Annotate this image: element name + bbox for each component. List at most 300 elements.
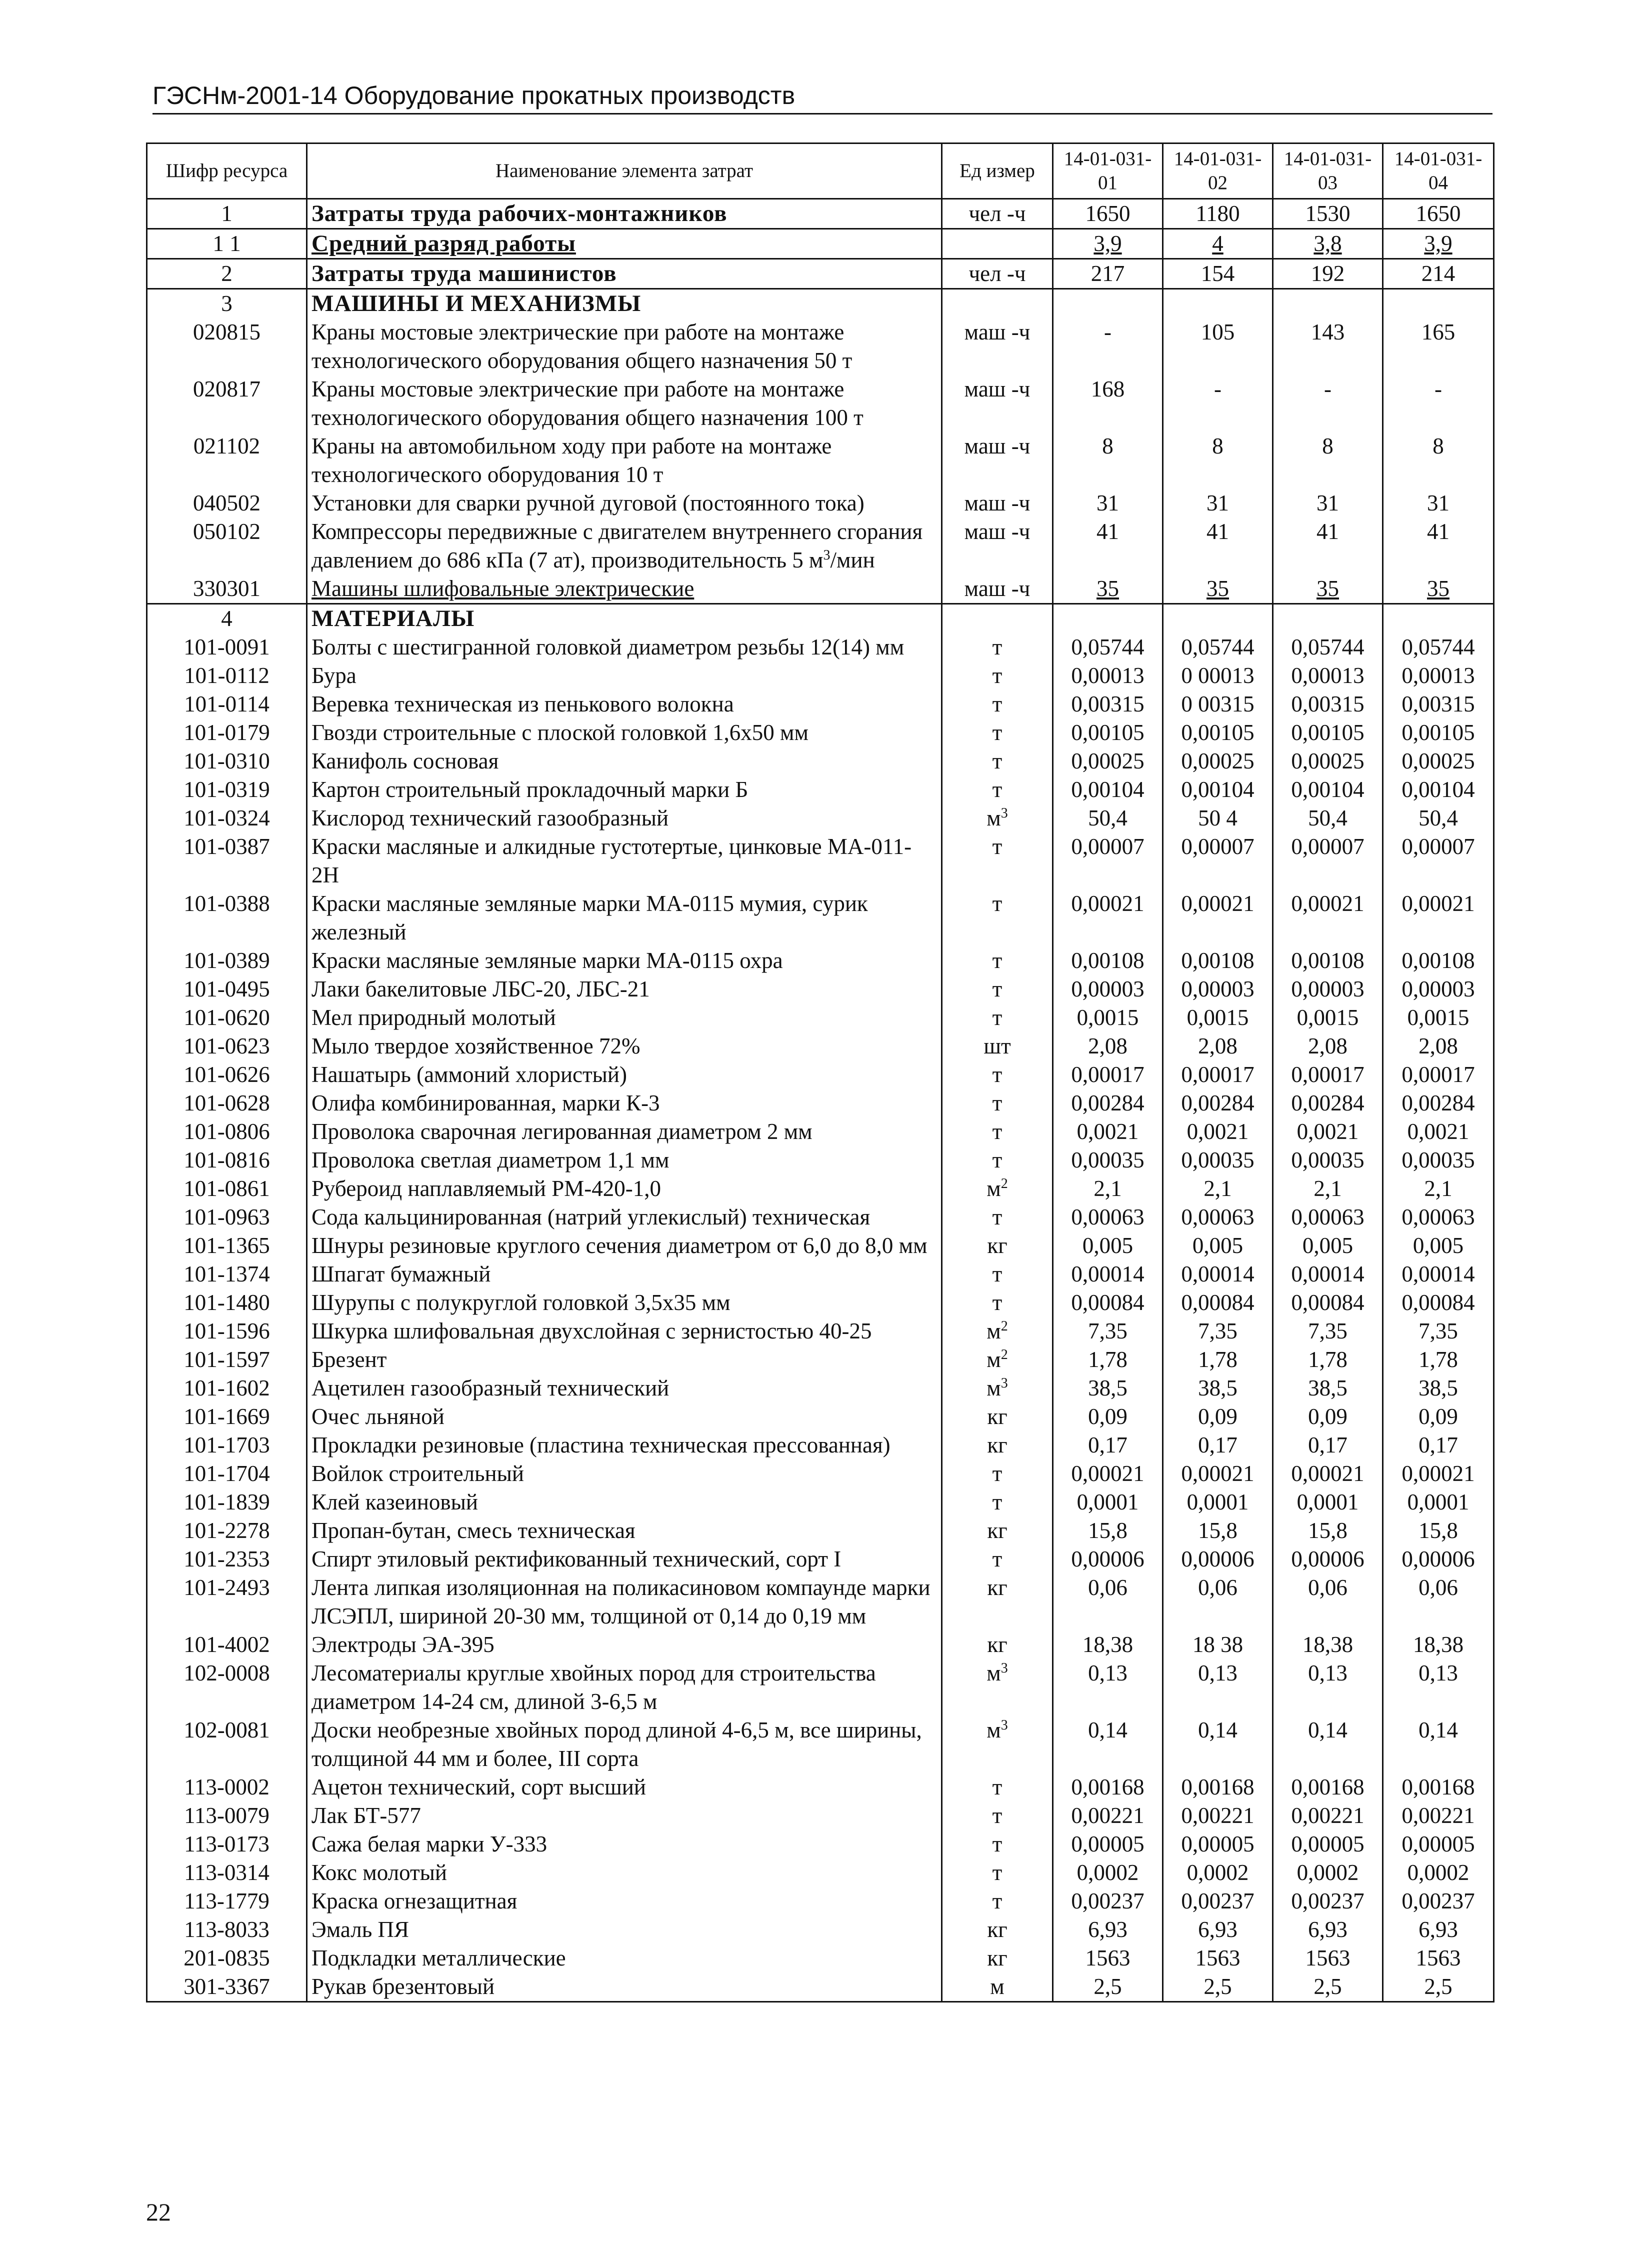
resource-unit-text: кг bbox=[987, 1946, 1008, 1970]
resource-unit-text: кг bbox=[987, 1575, 1008, 1600]
value-text: 2,1 bbox=[1094, 1176, 1122, 1201]
value-text: 2,08 bbox=[1198, 1034, 1238, 1058]
value-cell bbox=[1383, 518, 1494, 574]
resource-unit bbox=[942, 946, 1053, 975]
value-text: 0,00315 bbox=[1071, 692, 1144, 716]
value-cell bbox=[1163, 1887, 1273, 1916]
resource-name bbox=[307, 747, 942, 776]
resource-unit bbox=[942, 1802, 1053, 1830]
value-cell bbox=[1053, 1916, 1163, 1944]
value-cell bbox=[1383, 1317, 1494, 1346]
resource-code: 101-0806 bbox=[147, 1118, 307, 1146]
resource-name-text: Краски масляные земляные марки МА-0115 мумия, сурик железный bbox=[312, 891, 868, 944]
value-text: 4 bbox=[1212, 231, 1224, 256]
resource-unit-text: м bbox=[986, 1718, 1001, 1742]
resource-name bbox=[307, 1089, 942, 1118]
value-text: 50,4 bbox=[1418, 806, 1458, 830]
value-cell bbox=[1053, 1944, 1163, 1972]
value-cell bbox=[1163, 1716, 1273, 1773]
value-text: - bbox=[1324, 376, 1332, 402]
value-cell bbox=[1273, 1203, 1383, 1232]
resource-name bbox=[307, 1545, 942, 1574]
value-cell bbox=[1383, 633, 1494, 662]
value-cell bbox=[1273, 604, 1383, 634]
value-cell bbox=[1163, 1060, 1273, 1089]
value-cell bbox=[1383, 229, 1494, 259]
value-text: 0,00014 bbox=[1291, 1262, 1364, 1286]
resource-unit bbox=[942, 489, 1053, 518]
value-cell bbox=[1273, 574, 1383, 604]
resource-code: 4 bbox=[147, 604, 307, 634]
value-cell bbox=[1053, 1630, 1163, 1659]
table-row bbox=[147, 1374, 1494, 1402]
resource-name bbox=[307, 1830, 942, 1858]
resource-unit-text: м bbox=[986, 1660, 1001, 1686]
resource-code: 101-0628 bbox=[147, 1089, 307, 1118]
resource-unit-text: т bbox=[992, 1062, 1002, 1087]
value-text: 2,1 bbox=[1424, 1176, 1452, 1201]
resource-unit bbox=[942, 1374, 1053, 1402]
value-text: 41 bbox=[1316, 519, 1339, 544]
value-cell bbox=[1273, 1659, 1383, 1716]
table-row bbox=[147, 1574, 1494, 1630]
value-cell bbox=[1053, 690, 1163, 718]
value-cell bbox=[1053, 1773, 1163, 1802]
value-text: 0,00006 bbox=[1291, 1546, 1364, 1572]
resource-unit bbox=[942, 662, 1053, 690]
table-row bbox=[147, 318, 1494, 375]
value-cell bbox=[1273, 1060, 1383, 1089]
value-text: 0,00063 bbox=[1291, 1204, 1364, 1230]
value-cell bbox=[1383, 718, 1494, 747]
value-text: 6,93 bbox=[1418, 1917, 1458, 1942]
value-cell bbox=[1273, 1232, 1383, 1260]
value-text: 0,00003 bbox=[1181, 976, 1254, 1002]
resource-name-text: Электроды ЭА-395 bbox=[312, 1632, 494, 1657]
value-cell bbox=[1053, 229, 1163, 259]
value-cell bbox=[1273, 804, 1383, 832]
value-text: 2,1 bbox=[1314, 1176, 1342, 1201]
value-cell bbox=[1383, 259, 1494, 289]
resource-code: 040502 bbox=[147, 489, 307, 518]
resource-name bbox=[307, 604, 942, 634]
value-text: 0,00006 bbox=[1181, 1546, 1254, 1572]
resource-name bbox=[307, 375, 942, 432]
resource-name bbox=[307, 1916, 942, 1944]
resource-unit-text: т bbox=[992, 1090, 1002, 1116]
resource-name-text: Пропан-бутан, смесь техническая bbox=[312, 1518, 636, 1543]
value-text: 0,0021 bbox=[1296, 1119, 1359, 1144]
value-cell bbox=[1273, 1858, 1383, 1887]
value-text: 0,00104 bbox=[1291, 777, 1364, 802]
value-text: 0,00105 bbox=[1291, 720, 1364, 745]
resource-name-text: Кокс молотый bbox=[312, 1860, 447, 1885]
value-cell bbox=[1383, 1089, 1494, 1118]
value-text: 0,00007 bbox=[1181, 834, 1254, 859]
resource-name-text: Олифа комбинированная, марки К-3 bbox=[312, 1090, 660, 1116]
value-cell bbox=[1053, 1174, 1163, 1203]
value-cell bbox=[1383, 1830, 1494, 1858]
value-cell bbox=[1273, 1830, 1383, 1858]
resource-unit bbox=[942, 1972, 1053, 2002]
value-cell bbox=[1163, 1346, 1273, 1374]
value-cell bbox=[1053, 804, 1163, 832]
value-text: 0,00084 bbox=[1402, 1290, 1475, 1315]
value-text: 1180 bbox=[1196, 201, 1240, 226]
value-cell bbox=[1383, 199, 1494, 229]
table-row bbox=[147, 375, 1494, 432]
resource-code: 101-1374 bbox=[147, 1260, 307, 1288]
value-cell bbox=[1163, 1460, 1273, 1488]
value-text: 0,00003 bbox=[1402, 976, 1475, 1002]
value-cell bbox=[1053, 574, 1163, 604]
value-text: 0 00013 bbox=[1181, 663, 1254, 688]
value-text: 1,78 bbox=[1198, 1347, 1238, 1372]
value-cell bbox=[1163, 574, 1273, 604]
resource-unit-text: т bbox=[992, 1860, 1002, 1885]
value-cell bbox=[1383, 1630, 1494, 1659]
value-cell bbox=[1053, 1887, 1163, 1916]
resource-name bbox=[307, 1032, 942, 1060]
value-text: 1,78 bbox=[1308, 1347, 1348, 1372]
value-text: 50,4 bbox=[1088, 806, 1128, 830]
value-cell bbox=[1273, 747, 1383, 776]
resource-name-text: Лаки бакелитовые ЛБС-20, ЛБС-21 bbox=[312, 976, 650, 1002]
value-cell bbox=[1163, 1858, 1273, 1887]
value-cell bbox=[1273, 1317, 1383, 1346]
value-cell bbox=[1163, 229, 1273, 259]
value-cell bbox=[1383, 1032, 1494, 1060]
resource-name-text: Затраты труда машинистов bbox=[312, 260, 617, 286]
resource-unit-superscript: 2 bbox=[1000, 1318, 1008, 1334]
value-cell bbox=[1273, 1374, 1383, 1402]
table-row bbox=[147, 1630, 1494, 1659]
value-text: 0,00007 bbox=[1071, 834, 1144, 859]
value-text: 0,00284 bbox=[1291, 1090, 1364, 1116]
value-cell bbox=[1383, 318, 1494, 375]
value-text: 0,00035 bbox=[1181, 1148, 1254, 1172]
value-text: 0,17 bbox=[1418, 1432, 1458, 1458]
value-text: 0,00084 bbox=[1181, 1290, 1254, 1315]
value-text: 0,00284 bbox=[1181, 1090, 1254, 1116]
value-text: 0,00021 bbox=[1402, 1461, 1475, 1486]
value-cell bbox=[1053, 1146, 1163, 1174]
table-row bbox=[147, 199, 1494, 229]
resource-unit bbox=[942, 718, 1053, 747]
resource-unit-text: т bbox=[992, 1832, 1002, 1856]
value-text: 35 bbox=[1206, 576, 1229, 601]
value-text: 0,00104 bbox=[1071, 777, 1144, 802]
table-row bbox=[147, 1516, 1494, 1545]
resource-unit-text: кг bbox=[987, 1632, 1008, 1657]
value-text: 8 bbox=[1322, 434, 1334, 458]
resource-unit-text: маш -ч bbox=[964, 320, 1030, 344]
value-cell bbox=[1053, 1288, 1163, 1317]
value-text: 0,005 bbox=[1302, 1233, 1354, 1258]
value-text: 217 bbox=[1090, 261, 1125, 286]
resource-code: 101-0310 bbox=[147, 747, 307, 776]
resource-name-superscript: 3 bbox=[823, 548, 830, 563]
resource-unit bbox=[942, 804, 1053, 832]
value-cell bbox=[1163, 832, 1273, 890]
resource-code: 101-0620 bbox=[147, 1004, 307, 1032]
table-row bbox=[147, 1802, 1494, 1830]
value-text: 1563 bbox=[1305, 1946, 1350, 1970]
value-text: 0,05744 bbox=[1291, 634, 1364, 660]
value-text: 0,005 bbox=[1412, 1233, 1464, 1258]
value-cell bbox=[1163, 747, 1273, 776]
resource-unit bbox=[942, 1830, 1053, 1858]
value-cell bbox=[1053, 1317, 1163, 1346]
resource-unit-text: кг bbox=[987, 1233, 1008, 1258]
value-text: 0,00025 bbox=[1181, 748, 1254, 774]
value-text: 0,00063 bbox=[1071, 1204, 1144, 1230]
value-cell bbox=[1053, 1659, 1163, 1716]
value-text: 0,00084 bbox=[1291, 1290, 1364, 1315]
resource-unit bbox=[942, 1060, 1053, 1089]
value-cell bbox=[1273, 1887, 1383, 1916]
value-cell bbox=[1053, 318, 1163, 375]
resource-unit-text: т bbox=[992, 720, 1002, 745]
value-cell bbox=[1383, 1146, 1494, 1174]
table-row bbox=[147, 229, 1494, 259]
value-text: 0,00017 bbox=[1071, 1062, 1144, 1087]
resource-name bbox=[307, 1887, 942, 1916]
resource-code: 330301 bbox=[147, 574, 307, 604]
value-text: 0,00007 bbox=[1291, 834, 1364, 859]
resource-name-text: Подкладки металлические bbox=[312, 1946, 566, 1970]
resource-code: 1 bbox=[147, 199, 307, 229]
table-row bbox=[147, 1146, 1494, 1174]
value-text: 0,00035 bbox=[1291, 1148, 1364, 1172]
value-cell bbox=[1383, 289, 1494, 318]
value-text: 1563 bbox=[1195, 1946, 1240, 1970]
value-text: 0,0021 bbox=[1076, 1119, 1139, 1144]
resource-unit-text: шт bbox=[984, 1034, 1011, 1058]
resource-unit-text: т bbox=[992, 948, 1002, 973]
value-text: 0,06 bbox=[1198, 1575, 1238, 1600]
resource-name bbox=[307, 975, 942, 1004]
resource-name bbox=[307, 1203, 942, 1232]
value-cell bbox=[1383, 432, 1494, 489]
value-text: 15,8 bbox=[1308, 1518, 1348, 1543]
value-cell bbox=[1383, 1773, 1494, 1802]
resource-name-text: МАШИНЫ И МЕХАНИЗМЫ bbox=[312, 290, 642, 316]
value-cell bbox=[1273, 633, 1383, 662]
resource-code: 101-0387 bbox=[147, 832, 307, 890]
value-text: 0,00237 bbox=[1181, 1888, 1254, 1914]
value-text: 0,00005 bbox=[1071, 1832, 1144, 1856]
value-text: 0,00013 bbox=[1402, 663, 1475, 688]
value-text: 0,00017 bbox=[1402, 1062, 1475, 1087]
value-cell bbox=[1273, 1032, 1383, 1060]
value-cell bbox=[1383, 1174, 1494, 1203]
resource-code: 101-0179 bbox=[147, 718, 307, 747]
value-cell bbox=[1053, 1460, 1163, 1488]
value-text: 0,14 bbox=[1088, 1718, 1128, 1742]
resource-unit bbox=[942, 432, 1053, 489]
resource-unit bbox=[942, 633, 1053, 662]
value-cell bbox=[1163, 1203, 1273, 1232]
resource-name bbox=[307, 776, 942, 804]
resource-unit bbox=[942, 1574, 1053, 1630]
value-text: 7,35 bbox=[1198, 1318, 1238, 1344]
value-text: 1,78 bbox=[1418, 1347, 1458, 1372]
resource-code: 101-0626 bbox=[147, 1060, 307, 1089]
resource-name bbox=[307, 1232, 942, 1260]
value-text: 0,00005 bbox=[1402, 1832, 1475, 1856]
value-cell bbox=[1053, 1972, 1163, 2002]
resource-name-text: Доски необрезные хвойных пород длиной 4-6,5 м, все ширины, толщиной 44 мм и более, III сорта bbox=[312, 1718, 922, 1771]
value-cell bbox=[1273, 975, 1383, 1004]
value-text: 0,005 bbox=[1192, 1233, 1244, 1258]
resource-unit-text: маш -ч bbox=[964, 434, 1030, 458]
resource-unit-text: т bbox=[992, 1888, 1002, 1914]
table-row bbox=[147, 1203, 1494, 1232]
value-cell bbox=[1383, 1004, 1494, 1032]
value-text: 2,08 bbox=[1418, 1034, 1458, 1058]
resource-unit-superscript: 3 bbox=[1000, 806, 1008, 821]
value-cell bbox=[1383, 890, 1494, 946]
value-cell bbox=[1273, 1773, 1383, 1802]
resource-name bbox=[307, 1260, 942, 1288]
resource-code: 113-0314 bbox=[147, 1858, 307, 1887]
value-cell bbox=[1273, 1146, 1383, 1174]
resource-code: 101-0112 bbox=[147, 662, 307, 690]
resource-unit-text: маш -ч bbox=[964, 519, 1030, 544]
value-cell bbox=[1053, 1060, 1163, 1089]
resource-name bbox=[307, 804, 942, 832]
value-text: 0,00108 bbox=[1402, 948, 1475, 973]
value-cell bbox=[1053, 289, 1163, 318]
value-cell bbox=[1383, 832, 1494, 890]
resource-name-text: Болты с шестигранной головкой диаметром резьбы 12(14) мм bbox=[312, 634, 904, 660]
value-text: 38,5 bbox=[1088, 1376, 1128, 1400]
resource-name bbox=[307, 1146, 942, 1174]
value-cell bbox=[1053, 1374, 1163, 1402]
value-cell bbox=[1053, 832, 1163, 890]
value-text: 1650 bbox=[1085, 201, 1130, 226]
resource-unit bbox=[942, 1431, 1053, 1460]
resource-name bbox=[307, 1317, 942, 1346]
value-cell bbox=[1053, 1260, 1163, 1288]
resource-name-text: Краска огнезащитная bbox=[312, 1888, 518, 1914]
resource-unit-text: маш -ч bbox=[964, 576, 1030, 601]
value-cell bbox=[1383, 1916, 1494, 1944]
value-cell bbox=[1163, 1431, 1273, 1460]
resource-name bbox=[307, 1944, 942, 1972]
value-text: 0,05744 bbox=[1181, 634, 1254, 660]
resource-name-text: Очес льняной bbox=[312, 1404, 444, 1429]
value-text: 0,00025 bbox=[1402, 748, 1475, 774]
value-text: 0,00063 bbox=[1181, 1204, 1254, 1230]
resource-unit bbox=[942, 1545, 1053, 1574]
value-cell bbox=[1163, 375, 1273, 432]
resource-name-text: Сода кальцинированная (натрий углекислый) техническая bbox=[312, 1204, 870, 1230]
resource-name bbox=[307, 432, 942, 489]
value-text: 1530 bbox=[1305, 201, 1350, 226]
resource-unit bbox=[942, 1916, 1053, 1944]
resource-unit-superscript: 3 bbox=[1000, 1376, 1008, 1391]
value-text: 0,00237 bbox=[1402, 1888, 1475, 1914]
table-row bbox=[147, 1346, 1494, 1374]
resource-code: 113-8033 bbox=[147, 1916, 307, 1944]
value-cell bbox=[1163, 1174, 1273, 1203]
table-row bbox=[147, 1545, 1494, 1574]
value-text: 0,00105 bbox=[1181, 720, 1254, 745]
value-cell bbox=[1053, 975, 1163, 1004]
value-cell bbox=[1053, 1858, 1163, 1887]
value-text: 31 bbox=[1096, 490, 1119, 516]
resource-name-text: Компрессоры передвижные с двигателем внутреннего сгорания давлением до 686 кПа (7 ат), производительность 5 м bbox=[312, 519, 923, 572]
table-row bbox=[147, 1944, 1494, 1972]
value-cell bbox=[1383, 662, 1494, 690]
value-text: 2,5 bbox=[1094, 1974, 1122, 1999]
value-cell bbox=[1163, 1288, 1273, 1317]
resource-unit-text: т bbox=[992, 1204, 1002, 1230]
value-cell bbox=[1053, 890, 1163, 946]
value-text: 35 bbox=[1316, 576, 1339, 601]
table-row bbox=[147, 1659, 1494, 1716]
resource-name-text: Картон строительный прокладочный марки Б bbox=[312, 777, 748, 802]
value-text: 3,8 bbox=[1314, 231, 1342, 256]
value-cell bbox=[1273, 1545, 1383, 1574]
value-cell bbox=[1273, 289, 1383, 318]
resource-unit bbox=[942, 1174, 1053, 1203]
value-cell bbox=[1053, 662, 1163, 690]
value-text: 15,8 bbox=[1198, 1518, 1238, 1543]
resource-name bbox=[307, 199, 942, 229]
value-text: 0,00005 bbox=[1291, 1832, 1364, 1856]
resource-unit bbox=[942, 1773, 1053, 1802]
table-row bbox=[147, 1716, 1494, 1773]
resource-code: 101-1597 bbox=[147, 1346, 307, 1374]
resource-name-text: Брезент bbox=[312, 1347, 387, 1372]
value-cell bbox=[1163, 975, 1273, 1004]
resource-name-text: Мел природный молотый bbox=[312, 1005, 556, 1030]
value-cell bbox=[1383, 1887, 1494, 1916]
value-cell bbox=[1273, 318, 1383, 375]
value-cell bbox=[1383, 1118, 1494, 1146]
resource-unit-superscript: 2 bbox=[1000, 1176, 1008, 1192]
resource-name bbox=[307, 832, 942, 890]
resource-name bbox=[307, 1060, 942, 1089]
value-cell bbox=[1383, 1232, 1494, 1260]
value-text: 0,00168 bbox=[1291, 1774, 1364, 1800]
resource-name bbox=[307, 1118, 942, 1146]
value-cell bbox=[1163, 890, 1273, 946]
value-cell bbox=[1053, 518, 1163, 574]
resource-name-text: Краны мостовые электрические при работе на монтаже технологического оборудования общего назначения 100 т bbox=[312, 376, 864, 430]
resource-code: 101-0388 bbox=[147, 890, 307, 946]
value-cell bbox=[1053, 1716, 1163, 1773]
value-cell bbox=[1163, 199, 1273, 229]
value-cell bbox=[1383, 1460, 1494, 1488]
value-cell bbox=[1383, 1574, 1494, 1630]
resource-unit bbox=[942, 1858, 1053, 1887]
resource-unit-text: м bbox=[986, 1176, 1001, 1201]
value-cell bbox=[1163, 946, 1273, 975]
value-cell bbox=[1053, 776, 1163, 804]
table-row bbox=[147, 1773, 1494, 1802]
value-text: 1650 bbox=[1416, 201, 1461, 226]
resource-unit bbox=[942, 776, 1053, 804]
resource-name bbox=[307, 1802, 942, 1830]
value-cell bbox=[1383, 804, 1494, 832]
resource-name-text: Краски масляные земляные марки МА-0115 охра bbox=[312, 948, 783, 973]
resource-name-text: Кислород технический газообразный bbox=[312, 806, 669, 830]
resource-name bbox=[307, 1346, 942, 1374]
